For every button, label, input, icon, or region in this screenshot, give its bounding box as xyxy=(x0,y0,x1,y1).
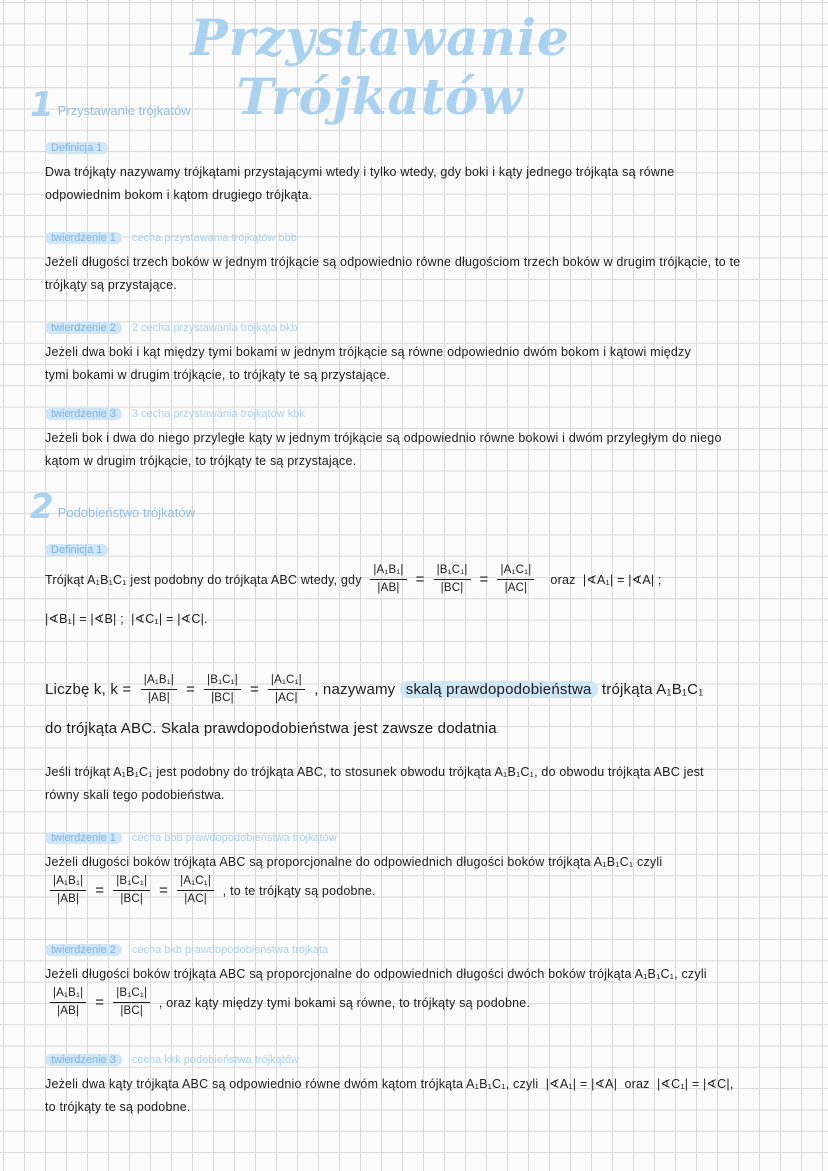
content-block xyxy=(45,1052,808,1118)
fraction-numerator: |A₁B₁| xyxy=(370,562,406,580)
text-run: tymi bokami w drugim trójkącie, to trójkąty te są przystające. xyxy=(45,367,391,382)
text-line xyxy=(45,962,808,985)
content-block xyxy=(45,320,808,386)
text-run: Jeżeli długości trzech boków w jednym trójkącie są odpowiednio równe długościom trzech boków w drugim trójkącie, to te xyxy=(45,254,741,269)
text-line xyxy=(45,783,808,806)
equals-sign: = xyxy=(95,994,105,1011)
fraction-numerator: |B₁C₁| xyxy=(434,562,471,580)
text-run: do trójkąta ABC. Skala prawdopodobieństwa jest zawsze dodatnia xyxy=(45,720,497,737)
text-line xyxy=(45,426,808,449)
block-label: Definicja 1 xyxy=(45,142,108,154)
content-block xyxy=(45,672,808,740)
content-block xyxy=(45,406,808,472)
content-block xyxy=(45,830,808,908)
text-run: , oraz kąty między tymi bokami są równe, to trójkąty są podobne. xyxy=(155,995,531,1010)
block-label-row xyxy=(45,942,808,958)
fraction-numerator: |A₁C₁| xyxy=(268,672,305,690)
fraction-denominator: |AC| xyxy=(274,692,298,704)
block-label: twierdzenie 1 xyxy=(45,832,122,844)
fraction-denominator: |BC| xyxy=(440,582,464,594)
section-heading xyxy=(30,85,191,125)
text-line xyxy=(45,363,808,386)
fraction-denominator: |AC| xyxy=(504,582,528,594)
fraction-denominator: |AB| xyxy=(147,692,170,704)
fraction xyxy=(50,985,86,1020)
fraction xyxy=(370,562,406,597)
text-run: , nazywamy xyxy=(309,681,400,698)
block-label-row xyxy=(45,230,808,246)
fraction xyxy=(113,985,150,1020)
fraction-denominator: |AB| xyxy=(57,893,80,905)
fraction-numerator: |B₁C₁| xyxy=(113,985,150,1003)
text-run: Dwa trójkąty nazywamy trójkątami przystającymi wtedy i tylko wtedy, gdy boki i kąty jednego trójkąta są równe xyxy=(45,164,675,179)
text-run: trójkąty są przystające. xyxy=(45,277,177,292)
fraction-numerator: |A₁C₁| xyxy=(177,873,214,891)
fraction-denominator: |BC| xyxy=(120,1005,144,1017)
text-run: Jeśli trójkąt A₁B₁C₁ jest podobny do trójkąta ABC, to stosunek obwodu trójkąta A₁B₁C₁, do obwodu trójkąta ABC jest xyxy=(45,764,704,779)
section-number: 2 xyxy=(30,487,54,527)
text-run: Liczbę k, k = xyxy=(45,681,136,698)
fraction-numerator: |A₁B₁| xyxy=(50,985,86,1003)
text-line xyxy=(45,183,808,206)
text-run: oraz |∢A₁| = |∢A| ; xyxy=(539,573,662,587)
block-subtitle: cecha bbb prawdopodobieństwa trójkątów xyxy=(131,832,337,844)
equals-sign: = xyxy=(479,571,489,588)
section-title: Przystawanie trójkatów xyxy=(57,103,191,118)
block-label-row xyxy=(45,320,808,336)
section-number: 1 xyxy=(30,85,54,125)
text-run: to trójkąty te są podobne. xyxy=(45,1099,191,1114)
text-line xyxy=(45,160,808,183)
content-block xyxy=(45,760,808,806)
block-label-row xyxy=(45,1052,808,1068)
fraction-numerator: |A₁B₁| xyxy=(141,672,177,690)
text-line xyxy=(45,1095,808,1118)
text-line xyxy=(45,562,808,597)
text-run: Jeżeli długości boków trójkąta ABC są proporcjonalne do odpowiednich długości dwóch boków trójkąta A₁B₁C₁, czyli xyxy=(45,966,707,981)
text-run: , to te trójkąty są podobne. xyxy=(219,883,376,898)
text-line xyxy=(45,985,808,1020)
block-label: Definicja 1 xyxy=(45,544,108,556)
block-label: twierdzenie 1 xyxy=(45,232,122,244)
text-run: trójkąta A₁B₁C₁ xyxy=(597,681,704,698)
block-label-row xyxy=(45,830,808,846)
text-line xyxy=(45,250,808,273)
fraction xyxy=(268,672,305,707)
text-line xyxy=(45,717,808,740)
block-label-row xyxy=(45,140,808,156)
fraction-denominator: |AB| xyxy=(377,582,400,594)
equals-sign: = xyxy=(186,681,196,698)
text-run: równy skali tego podobieństwa. xyxy=(45,787,225,802)
text-run: |∢B₁| = |∢B| ; |∢C₁| = |∢C|. xyxy=(45,612,208,626)
text-line xyxy=(45,449,808,472)
equals-sign: = xyxy=(95,882,105,899)
equals-sign: = xyxy=(249,681,259,698)
block-label: twierdzenie 3 xyxy=(45,408,122,420)
block-label: twierdzenie 3 xyxy=(45,1054,122,1066)
text-line xyxy=(45,672,808,707)
text-run: kątom w drugim trójkącie, to trójkąty te są przystające. xyxy=(45,453,357,468)
text-run: Jeżeli bok i dwa do niego przyległe kąty w jednym trójkącie są odpowiednio równe bokowi i dwóm przyległym do niego xyxy=(45,430,722,445)
fraction-denominator: |AC| xyxy=(184,893,207,905)
content-block xyxy=(45,942,808,1020)
fraction-denominator: |BC| xyxy=(211,692,234,704)
fraction-numerator: |A₁C₁| xyxy=(497,562,534,580)
block-subtitle: 3 cecha przystawania trójkątów kbk xyxy=(131,408,305,420)
block-label: twierdzenie 2 xyxy=(45,944,122,956)
text-line xyxy=(45,273,808,296)
text-run: Jeżeli długości boków trójkąta ABC są proporcjonalne do odpowiednich długości boków trójkąta A₁B₁C₁ czyli xyxy=(45,854,663,869)
text-run: Jeżeli dwa boki i kąt między tymi bokami w jednym trójkącie są równe odpowiednio dwóm bokom i kątowi między xyxy=(45,344,691,359)
block-subtitle: 2 cecha przystawania trójkąta bkb xyxy=(131,322,298,334)
content-block xyxy=(45,230,808,296)
text-line xyxy=(45,340,808,363)
fraction-numerator: |B₁C₁| xyxy=(204,672,241,690)
fraction xyxy=(204,672,241,707)
content-block xyxy=(45,140,808,206)
text-line xyxy=(45,1072,808,1095)
text-run: odpowiednim bokom i kątom drugiego trójkąta. xyxy=(45,187,313,202)
fraction xyxy=(141,672,177,707)
fraction xyxy=(113,873,150,908)
text-run: Trójkąt A₁B₁C₁ jest podobny do trójkąta ABC wtedy, gdy xyxy=(45,572,366,587)
highlighted-term: skalą prawdopodobieństwa xyxy=(400,681,598,698)
text-line xyxy=(45,850,808,873)
fraction-numerator: |B₁C₁| xyxy=(113,873,150,891)
block-subtitle: cecha bkb prawdopodobieństwa trójkąta xyxy=(131,944,329,956)
fraction xyxy=(497,562,534,597)
block-label-row xyxy=(45,542,808,558)
text-line xyxy=(45,760,808,783)
text-run: Jeżeli dwa kąty trójkąta ABC są odpowiednio równe dwóm kątom trójkąta A₁B₁C₁, czyli |∢A₁| = |∢A| oraz |∢C₁| = |∢C|, xyxy=(45,1077,734,1091)
page-title: Przystawanie Trójkatów xyxy=(190,8,570,126)
equals-sign: = xyxy=(415,571,425,588)
content-block xyxy=(45,542,808,630)
fraction-denominator: |AB| xyxy=(57,1005,80,1017)
block-label-row xyxy=(45,406,808,422)
block-label: twierdzenie 2 xyxy=(45,322,122,334)
block-subtitle: cecha przystawania trójkątów bbb xyxy=(131,232,297,244)
fraction-denominator: |BC| xyxy=(120,893,144,905)
block-subtitle: cecha kkk podobieństwa trójkątów xyxy=(131,1054,299,1066)
equals-sign: = xyxy=(159,882,169,899)
section-title: Podobieństwo trójkatów xyxy=(57,505,195,520)
fraction xyxy=(434,562,471,597)
fraction-numerator: |A₁B₁| xyxy=(50,873,86,891)
fraction xyxy=(177,873,214,908)
fraction xyxy=(50,873,86,908)
text-line xyxy=(45,873,808,908)
text-line xyxy=(45,607,808,630)
section-heading xyxy=(30,487,195,527)
